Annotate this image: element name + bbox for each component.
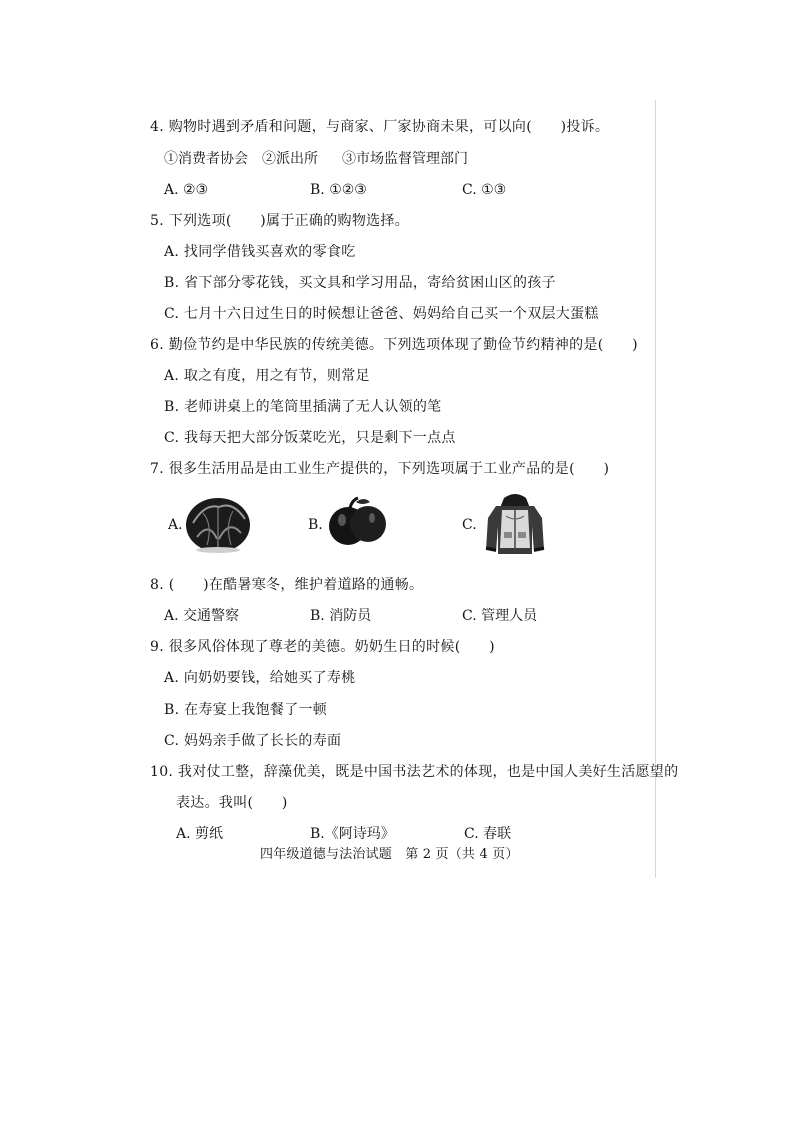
question-4-item-1: ①消费者协会 xyxy=(164,151,248,167)
question-8-stem: 8. ( )在酷暑寒冬，维护着道路的通畅。 xyxy=(150,577,424,593)
apples-icon xyxy=(326,496,388,552)
question-4-item-3: ③市场监督管理部门 xyxy=(342,151,468,167)
question-5-option-b: B. 省下部分零花钱，买文具和学习用品，寄给贫困山区的孩子 xyxy=(164,275,556,291)
question-10-option-a: A. 剪纸 xyxy=(176,826,224,842)
question-9-option-c: C. 妈妈亲手做了长长的寿面 xyxy=(164,733,342,749)
question-9-option-a: A. 向奶奶要钱，给她买了寿桃 xyxy=(164,670,356,686)
question-4-option-a: A. ②③ xyxy=(164,182,209,198)
question-8-option-c: C. 管理人员 xyxy=(462,608,538,624)
question-10-stem-line-1: 10. 我对仗工整，辞藻优美，既是中国书法艺术的体现，也是中国人美好生活愿望的 xyxy=(150,764,679,780)
question-7-option-a: A. xyxy=(168,517,183,533)
question-9-option-b: B. 在寿宴上我饱餐了一顿 xyxy=(164,702,328,718)
question-10-stem-line-2: 表达。我叫( ) xyxy=(176,795,288,811)
jacket-icon xyxy=(482,492,548,556)
question-7-option-b: B. xyxy=(308,517,323,533)
question-6-option-b: B. 老师讲桌上的笔筒里插满了无人认领的笔 xyxy=(164,399,442,415)
question-8-option-b: B. 消防员 xyxy=(310,608,372,624)
question-7-option-c: C. xyxy=(462,517,477,533)
question-5-stem: 5. 下列选项( )属于正确的购物选择。 xyxy=(150,213,410,229)
question-4-option-c: C. ①③ xyxy=(462,182,507,198)
question-7-stem: 7. 很多生活用品是由工业生产提供的，下列选项属于工业产品的是( ) xyxy=(150,461,610,477)
question-6-option-a: A. 取之有度，用之有节，则常足 xyxy=(164,368,370,384)
question-10-option-b: B.《阿诗玛》 xyxy=(310,826,395,842)
question-4-stem: 4. 购物时遇到矛盾和问题，与商家、厂家协商未果，可以向( )投诉。 xyxy=(150,119,610,135)
question-5-option-c: C. 七月十六日过生日的时候想让爸爸、妈妈给自己买一个双层大蛋糕 xyxy=(164,306,599,322)
question-10-option-c: C. 春联 xyxy=(464,826,512,842)
question-5-option-a: A. 找同学借钱买喜欢的零食吃 xyxy=(164,244,356,260)
cabbage-icon xyxy=(183,493,253,555)
question-4-item-2: ②派出所 xyxy=(262,151,318,167)
question-6-stem: 6. 勤俭节约是中华民族的传统美德。下列选项体现了勤俭节约精神的是( ) xyxy=(150,337,638,353)
question-8-option-a: A. 交通警察 xyxy=(164,608,240,624)
question-6-option-c: C. 我每天把大部分饭菜吃光，只是剩下一点点 xyxy=(164,430,456,446)
question-9-stem: 9. 很多风俗体现了尊老的美德。奶奶生日的时候( ) xyxy=(150,639,495,655)
scan-edge-line xyxy=(655,100,656,878)
page-footer: 四年级道德与法治试题 第 2 页（共 4 页） xyxy=(260,847,519,862)
question-4-option-b: B. ①②③ xyxy=(310,182,367,198)
